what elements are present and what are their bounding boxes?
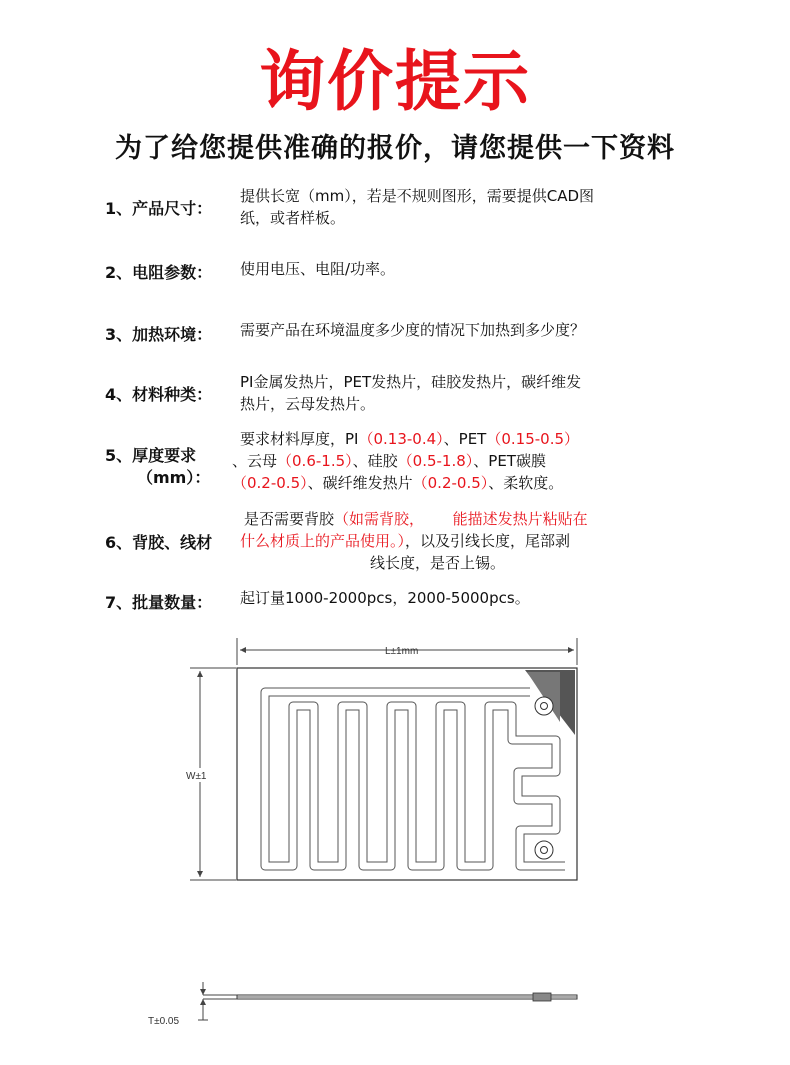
item-4-line-2: 热片，云母发热片。 [240, 395, 376, 413]
item-5-text: 、硅胶 [352, 452, 398, 470]
item-6-line-1 [240, 508, 588, 530]
length-label: L±1mm [385, 646, 419, 657]
item-3-content [240, 319, 585, 341]
item-2-line-1: 使用电压、电阻/功率。 [240, 260, 396, 278]
item-5-line-2 [232, 450, 579, 472]
item-6-label: 6、背胶、线材 [105, 533, 213, 552]
item-3-label: 3、加热环境： [105, 325, 213, 344]
item-6-text: 是否需要背胶 [244, 510, 335, 528]
item-6-text: ，以及引线长度，尾部剥 [405, 532, 571, 550]
lead-terminal-top [535, 697, 553, 715]
item-2-label: 2、电阻参数： [105, 263, 213, 282]
length-dimension [237, 638, 577, 665]
item-5-text: 、云母 [232, 452, 278, 470]
item-5-pet-range: （0.15-0.5） [486, 430, 580, 448]
heater-drawing [0, 630, 790, 1030]
item-5-carbon-fiber-range: （0.2-0.5） [412, 474, 489, 492]
item-1-content [240, 185, 594, 229]
item-4-content [240, 371, 581, 415]
page-title: 询价提示 [259, 42, 531, 120]
item-5-label: 5、厚度要求 [105, 446, 197, 465]
lead-terminal-bottom [535, 841, 553, 859]
item-1-line-1: 提供长宽（mm），若是不规则图形，需要提供CAD图 [240, 187, 595, 205]
item-7-line-1: 起订量1000-2000pcs，2000-5000pcs。 [240, 589, 530, 607]
item-5-text: 、PET [443, 430, 487, 448]
item-5-mica-range: （0.6-1.5） [277, 452, 353, 470]
item-5-text: 、柔软度。 [488, 474, 564, 492]
item-6-note: （如需背胶， 能描述发热片粘贴在 [334, 510, 588, 528]
item-5-label-unit: （mm）： [137, 468, 211, 487]
thickness-dimension [148, 982, 208, 1027]
item-5-text: 要求材料厚度，PI [240, 430, 359, 448]
page-subtitle: 为了给您提供准确的报价，请您提供一下资料 [115, 133, 675, 164]
side-profile-view [203, 993, 577, 1001]
thickness-label: T±0.05 [148, 1016, 180, 1027]
item-5-line-3 [232, 472, 579, 494]
item-4-label: 4、材料种类： [105, 385, 213, 404]
item-7-label: 7、批量数量： [105, 593, 213, 612]
item-7-content [240, 587, 530, 609]
item-6-line-2 [240, 530, 588, 552]
item-4-line-1: PI金属发热片，PET发热片，硅胶发热片，碳纤维发 [240, 373, 582, 391]
item-3-line-1: 需要产品在环境温度多少度的情况下加热到多少度？ [240, 321, 586, 339]
width-label: W±1 [186, 771, 207, 782]
item-2-content [240, 258, 395, 280]
item-5-line-1 [232, 428, 579, 450]
item-6-content [240, 508, 588, 574]
item-6-note-cont: 什么材质上的产品使用。） [240, 532, 406, 550]
item-6-line-3: 线长度，是否上锡。 [370, 554, 506, 572]
item-5-text: 、碳纤维发热片 [307, 474, 413, 492]
item-5-pet-carbon-range: （0.2-0.5） [232, 474, 308, 492]
item-5-pi-range: （0.13-0.4） [358, 430, 444, 448]
width-dimension [185, 668, 236, 880]
item-5-silicone-range: （0.5-1.8） [397, 452, 474, 470]
item-1-line-2: 纸，或者样板。 [240, 209, 346, 227]
item-1-label: 1、产品尺寸： [105, 199, 213, 218]
item-5-content [232, 428, 579, 494]
item-5-text: 、PET碳膜 [473, 452, 546, 470]
